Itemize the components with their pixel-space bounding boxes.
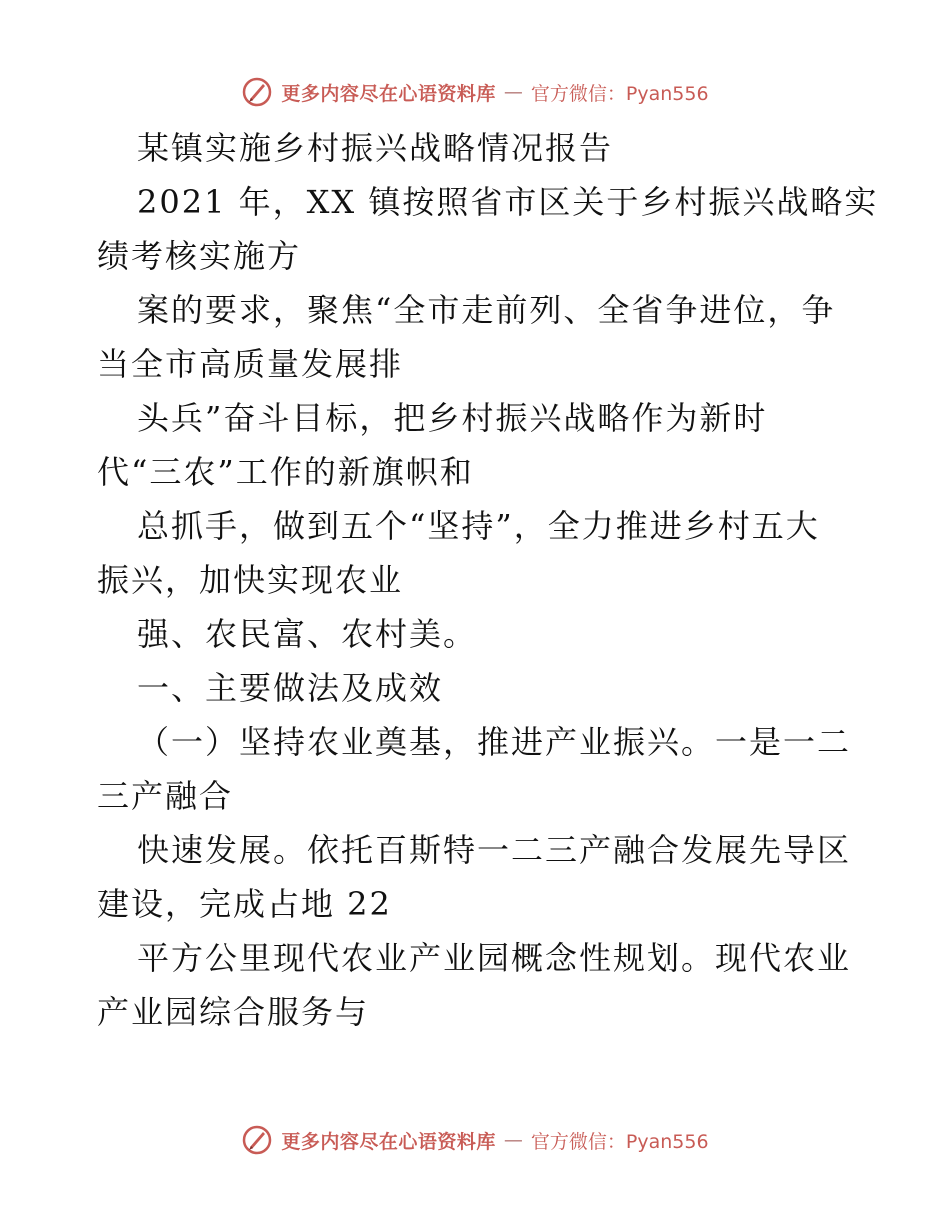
document-body <box>97 121 879 1039</box>
watermark-wechat: 官方微信：Pyan556 <box>530 82 709 105</box>
document-line: 平方公里现代农业产业园概念性规划。现代农业 <box>137 939 852 977</box>
document-line: 当全市高质量发展排 <box>97 345 404 383</box>
watermark-text: 更多内容尽在心语资料库 <box>281 1130 496 1153</box>
document-line: 案的要求，聚焦“全市走前列、全省争进位，争 <box>137 291 836 329</box>
watermark-separator: — <box>503 1129 523 1151</box>
header-watermark <box>0 72 950 112</box>
document-line: 代“三农”工作的新旗帜和 <box>97 453 474 491</box>
document-line: 三产融合 <box>97 777 234 815</box>
document-title: 某镇实施乡村振兴战略情况报告 <box>137 129 614 167</box>
document-line: 振兴，加快实现农业 <box>97 561 404 599</box>
quill-logo-icon <box>241 1124 273 1156</box>
document-line: 2021 年，XX 镇按照省市区关于乡村振兴战略实 <box>137 183 879 221</box>
document-line: 快速发展。依托百斯特一二三产融合发展先导区 <box>137 831 852 869</box>
document-line: 头兵”奋斗目标，把乡村振兴战略作为新时 <box>137 399 768 437</box>
document-line: 强、农民富、农村美。 <box>137 615 478 653</box>
footer-watermark <box>0 1120 950 1160</box>
document-line: 建设，完成占地 22 <box>97 885 392 923</box>
section-heading: 一、主要做法及成效 <box>137 669 444 707</box>
watermark-wechat: 官方微信：Pyan556 <box>530 1130 709 1153</box>
watermark-text: 更多内容尽在心语资料库 <box>281 82 496 105</box>
document-line: 绩考核实施方 <box>97 237 302 275</box>
document-line: 总抓手，做到五个“坚持”，全力推进乡村五大 <box>137 507 820 545</box>
document-line: 产业园综合服务与 <box>97 993 370 1031</box>
subsection-heading: （一）坚持农业奠基，推进产业振兴。一是一二 <box>137 723 852 761</box>
watermark-separator: — <box>503 81 523 103</box>
quill-logo-icon <box>241 76 273 108</box>
